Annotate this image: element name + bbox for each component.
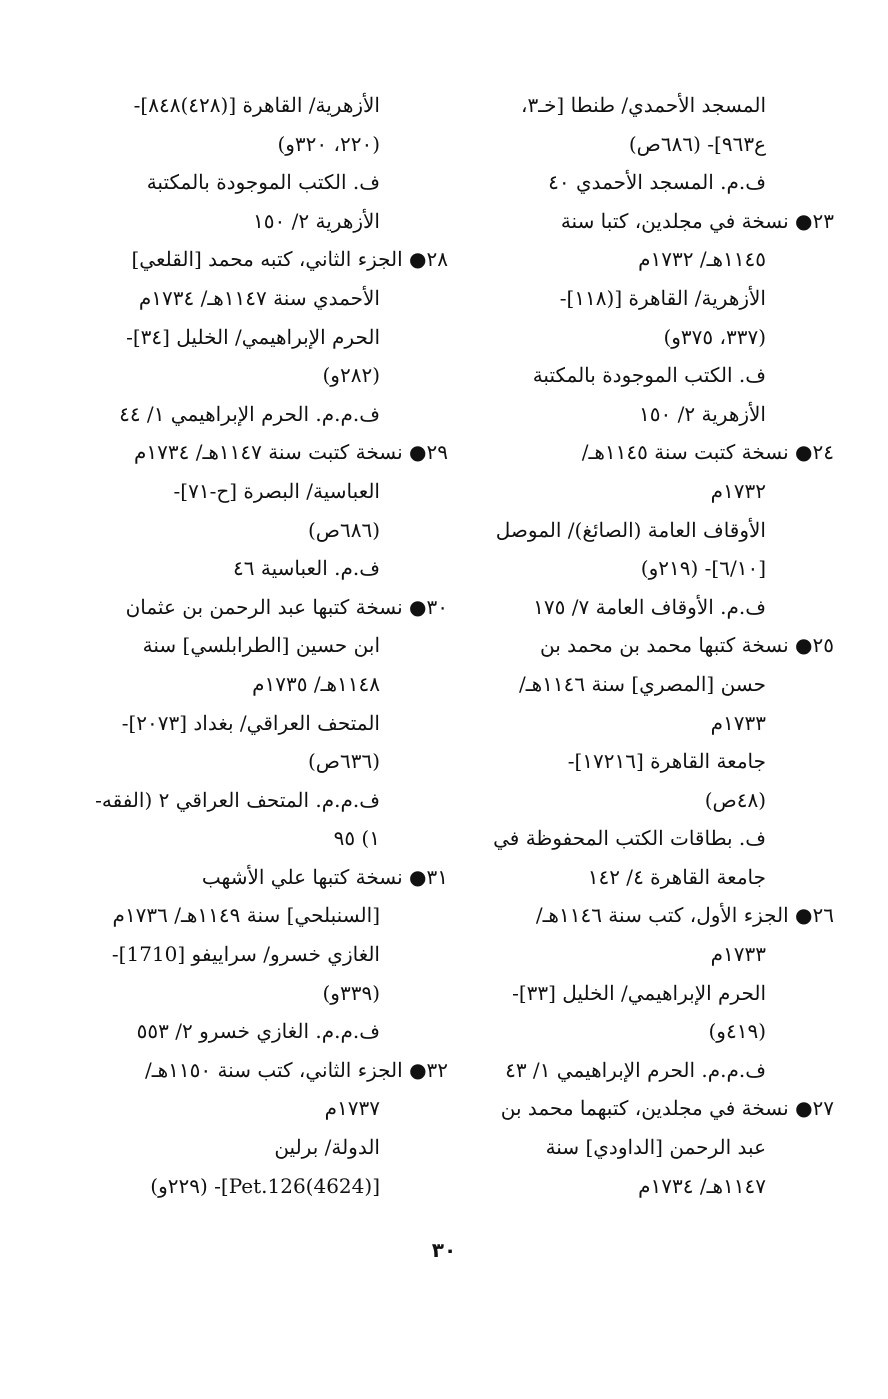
- entry-text-line: ف. الكتب الموجودة بالمكتبة: [532, 363, 766, 388]
- entry-text-line: (٢٢٠، ٣٢٠و): [277, 131, 380, 156]
- entry-text-line: الأوقاف العامة (الصائغ)/ الموصل: [495, 517, 766, 542]
- entry-text-line: المسجد الأحمدي/ طنطا [خ‍ـ٣،: [520, 93, 766, 117]
- entry-text-line: الغازي خسرو/ سراييفو [1710]-: [111, 942, 380, 967]
- entry-text-line: عبد الرحمن [الداودي] سنة: [545, 1135, 766, 1160]
- entry-text-line: ١٧٣٢م: [710, 478, 766, 503]
- page-number: ٣٠: [431, 1238, 457, 1262]
- entry-heading-line: ٢٣● نسخة في مجلدين، كتبا سنة: [560, 208, 834, 233]
- entry-text-line: ابن حسين [الطرابلسي] سنة: [142, 633, 380, 658]
- entry-heading-line: ٢٦● الجزء الأول، كتب سنة ١١٤٦هـ/: [535, 903, 834, 928]
- entry-heading-line: ٢٩● نسخة كتبت سنة ١١٤٧هـ/ ١٧٣٤م: [134, 440, 448, 465]
- entry-text-line: ف.م. المسجد الأحمدي ٤٠: [548, 170, 766, 195]
- entry-text-line: ١٧٣٧م: [324, 1096, 380, 1121]
- entry-text-line: (٤١٩و): [708, 1019, 766, 1044]
- entry-text-line: ١١٤٥هـ/ ١٧٣٢م: [638, 247, 766, 272]
- entry-heading-line: ٢٨● الجزء الثاني، كتبه محمد [القلعي]: [131, 247, 448, 272]
- entry-heading-line: ٢٧● نسخة في مجلدين، كتبهما محمد بن: [500, 1096, 834, 1121]
- entry-text-line: العباسية/ البصرة [ح-٧١]-: [173, 478, 380, 503]
- entry-text-line: الأحمدي سنة ١١٤٧هـ/ ١٧٣٤م: [138, 285, 380, 310]
- entry-text-line: الأزهرية/ القاهرة [(١١٨]-: [559, 285, 766, 310]
- entry-text-line: حسن [المصري] سنة ١١٤٦هـ/: [519, 671, 766, 696]
- entry-text-line: (٤٨ص): [704, 787, 766, 812]
- entry-text-line: ف. بطاقات الكتب المحفوظة في: [493, 826, 766, 851]
- left-column: [7, 86, 448, 1205]
- entry-text-line: الحرم الإبراهيمي/ الخليل [٣٤]-: [126, 324, 380, 349]
- entry-text-line: (٢٨٢و): [322, 363, 380, 388]
- entry-text-line: ١٧٣٣م: [710, 942, 766, 967]
- entry-text-line: جامعة القاهرة [١٧٢١٦]-: [567, 749, 766, 774]
- entry-heading-line: ٣٢● الجزء الثاني، كتب سنة ١١٥٠هـ/: [144, 1057, 448, 1082]
- entry-text-line: ف.م. العباسية ٤٦: [233, 556, 380, 581]
- entry-text-line: الأزهرية ٢/ ١٥٠: [639, 401, 766, 426]
- entry-text-line: ف.م. الأوقاف العامة ٧/ ١٧٥: [533, 594, 766, 619]
- entry-text-line: (٦٣٦ص): [307, 749, 380, 774]
- entry-heading-line: ٣٠● نسخة كتبها عبد الرحمن بن عثمان: [125, 594, 448, 619]
- entry-text-line: ١١٤٧هـ/ ١٧٣٤م: [638, 1173, 766, 1198]
- entry-text-line: ف.م.م. الحرم الإبراهيمي ١/ ٤٣: [505, 1057, 766, 1082]
- entry-text-line: ف.م.م. المتحف العراقي ٢ (الفقه-: [95, 787, 380, 812]
- right-column: [388, 86, 834, 1205]
- entry-text-line: ١٧٣٣م: [710, 710, 766, 735]
- entry-text-line: المتحف العراقي/ بغداد [٢٠٧٣]-: [121, 710, 380, 735]
- entry-text-line: الدولة/ برلين: [274, 1135, 380, 1160]
- entry-text-line: جامعة القاهرة ٤/ ١٤٢: [587, 864, 766, 889]
- entry-text-line: (٦٨٦ص): [307, 517, 380, 542]
- entry-text-line: ع٩٦٣]- (٦٨٦ص): [628, 131, 766, 156]
- entry-text-line: ف.م.م. الحرم الإبراهيمي ١/ ٤٤: [119, 401, 380, 426]
- entry-text-line: ف.م.م. الغازي خسرو ٢/ ٥٥٣: [136, 1019, 380, 1044]
- entry-text-line: ١) ٩٥: [333, 826, 380, 851]
- entry-heading-line: ٢٥● نسخة كتبها محمد بن محمد بن: [540, 633, 834, 658]
- entry-heading-line: ٣١● نسخة كتبها علي الأشهب: [201, 864, 448, 889]
- entry-text-line: الأزهرية/ القاهرة [(٤٢٨)٨٤٨]-: [133, 93, 380, 117]
- entry-text-line: الأزهرية ٢/ ١٥٠: [253, 208, 380, 233]
- entry-text-line: الحرم الإبراهيمي/ الخليل [٣٣]-: [512, 980, 766, 1005]
- entry-text-line: (٣٣٩و): [322, 980, 380, 1005]
- entry-text-line: [السنبلحي] سنة ١١٤٩هـ/ ١٧٣٦م: [112, 903, 380, 928]
- entry-text-line: [٦/١٠]- (٢١٩و): [640, 556, 766, 581]
- entry-text-line: ١١٤٨هـ/ ١٧٣٥م: [252, 671, 380, 696]
- entry-text-line: ف. الكتب الموجودة بالمكتبة: [146, 170, 380, 195]
- entry-text-line: [(4624)Pet.126]- (٢٢٩و): [150, 1173, 380, 1198]
- entry-text-line: (٣٣٧، ٣٧٥و): [663, 324, 766, 349]
- entry-heading-line: ٢٤● نسخة كتبت سنة ١١٤٥هـ/: [581, 440, 834, 465]
